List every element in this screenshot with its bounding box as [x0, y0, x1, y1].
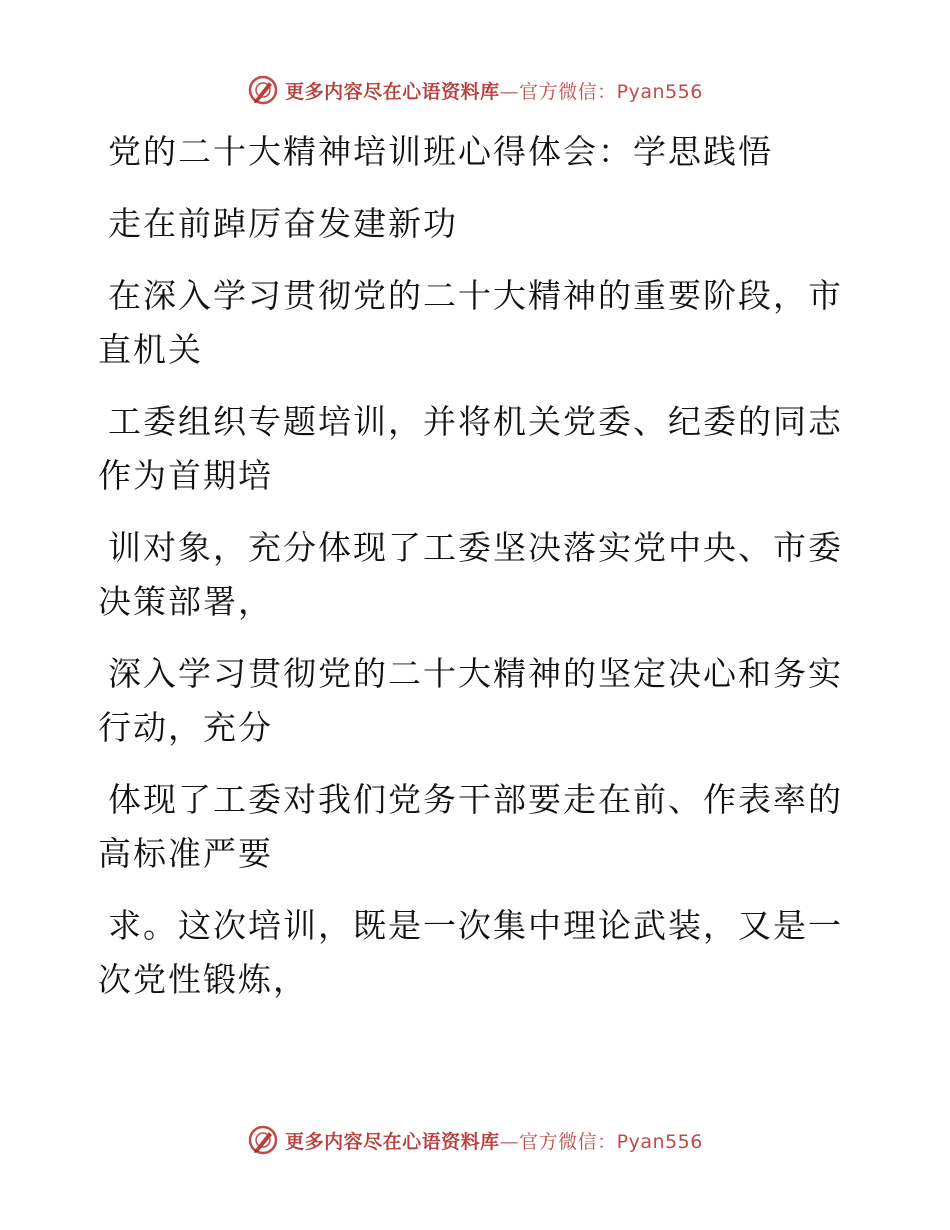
footer-banner-text — [285, 1127, 703, 1154]
header-banner-site: 更多内容尽在心语资料库 — [285, 80, 500, 103]
doc-paragraph — [98, 125, 838, 179]
header-banner — [0, 70, 950, 110]
doc-paragraph — [98, 395, 843, 503]
doc-line: 行动，充分 — [98, 708, 273, 747]
doc-line: 次党性锻炼， — [98, 960, 308, 999]
doc-line: 深入学习贯彻党的二十大精神的坚定决心和务实 — [108, 654, 843, 693]
header-banner-separator: — — [499, 80, 520, 103]
pen-circle-logo-icon — [247, 74, 279, 106]
doc-line: 体现了工委对我们党务干部要走在前、作表率的 — [108, 780, 843, 819]
footer-banner-site: 更多内容尽在心语资料库 — [285, 1130, 500, 1153]
header-banner-wechat: 官方微信：Pyan556 — [519, 80, 703, 103]
doc-line: 训对象，充分体现了工委坚决落实党中央、市委 — [108, 528, 843, 567]
doc-paragraph — [98, 521, 843, 629]
doc-line: 在深入学习贯彻党的二十大精神的重要阶段，市 — [108, 276, 843, 315]
doc-line: 作为首期培 — [98, 456, 273, 495]
doc-paragraph — [98, 269, 843, 377]
doc-line: 工委组织专题培训，并将机关党委、纪委的同志 — [108, 402, 843, 441]
footer-banner-separator: — — [499, 1130, 520, 1153]
doc-line: 党的二十大精神培训班心得体会：学思践悟 — [108, 132, 773, 171]
doc-paragraph — [98, 899, 843, 1007]
document-body — [98, 125, 843, 1025]
doc-line: 决策部署， — [98, 582, 273, 621]
doc-paragraph — [98, 773, 843, 881]
pen-circle-logo-icon — [247, 1124, 279, 1156]
footer-banner-wechat: 官方微信：Pyan556 — [519, 1130, 703, 1153]
doc-line: 直机关 — [98, 330, 203, 369]
doc-paragraph — [98, 197, 838, 251]
doc-line: 走在前踔厉奋发建新功 — [108, 204, 458, 243]
header-banner-text — [285, 77, 703, 104]
footer-banner — [0, 1120, 950, 1160]
doc-line: 高标准严要 — [98, 834, 273, 873]
doc-line: 求。这次培训，既是一次集中理论武装，又是一 — [108, 906, 843, 945]
doc-paragraph — [98, 647, 843, 755]
